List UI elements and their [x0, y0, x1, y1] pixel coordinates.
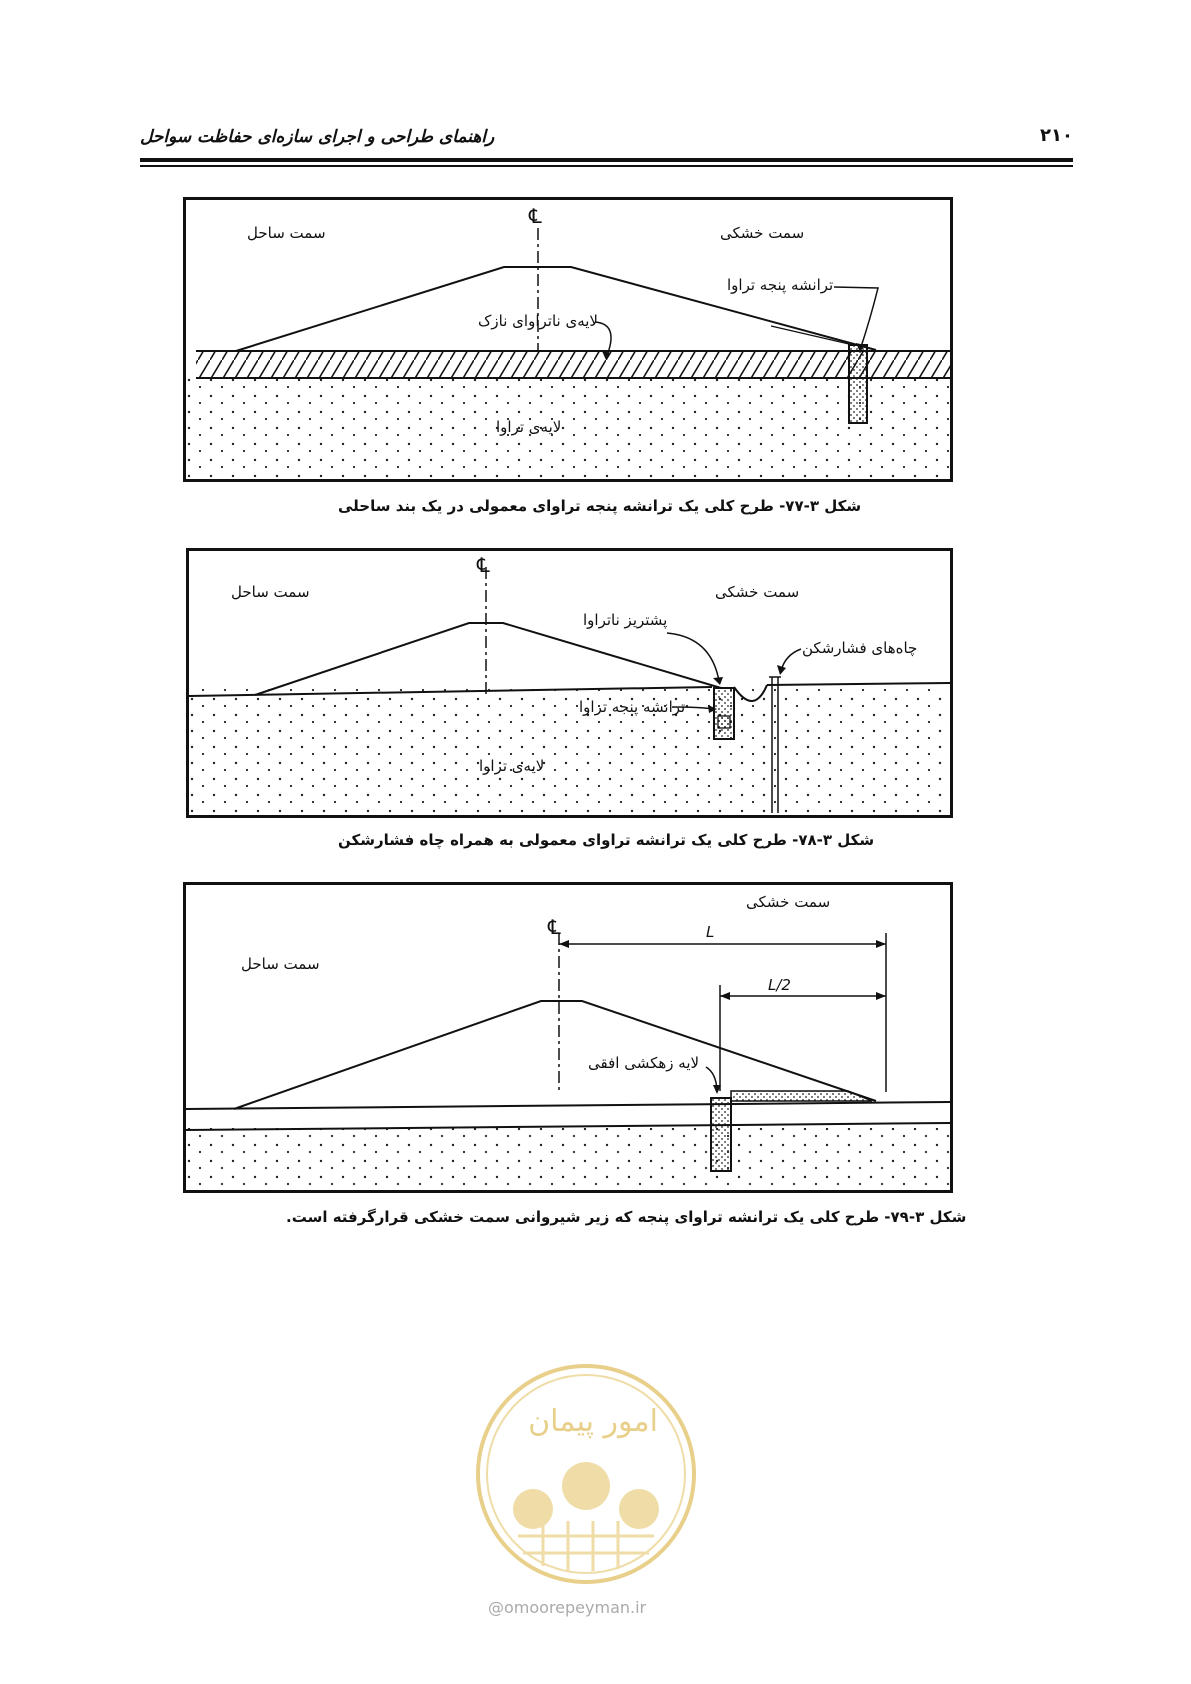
running-title: راهنمای طراحی و اجرای سازه‌ای حفاظت سواحل	[140, 127, 495, 147]
centerline-symbol: ℄	[477, 553, 490, 577]
caption-figure-79: شکل ۳-۷۹- طرح کلی یک ترانشه تراوای پنجه که زیر شیروانی سمت خشکی قرارگرفته است.	[286, 1208, 967, 1226]
figure-79-drawing	[186, 885, 950, 1190]
label-drain-layer: لایه زهکشی افقی	[588, 1054, 700, 1072]
label-land-side: سمت خشکی	[746, 893, 831, 911]
label-relief-wells: چاه‌های فشارشکن	[802, 639, 918, 657]
label-sea-side: سمت ساحل	[231, 583, 310, 601]
page-number: ۲۱۰	[1040, 125, 1073, 146]
caption-figure-78: شکل ۳-۷۸- طرح کلی یک ترانشه تراوای معمولی به همراه چاه فشارشکن	[338, 831, 875, 849]
label-toe-trench: ترانشه پنجه تراوا	[579, 698, 686, 716]
label-impervious-berm: پشتریز ناتراوا	[583, 611, 668, 629]
label-pervious-layer: لایه‌ی تراوا	[479, 757, 545, 775]
label-land-side: سمت خشکی	[715, 583, 800, 601]
label-land-side: سمت خشکی	[720, 224, 805, 242]
watermark-logo	[473, 1361, 699, 1587]
figure-78	[186, 548, 953, 818]
label-thin-impervious-layer: لایه‌ی ناتراوای نازک	[478, 312, 598, 330]
figure-79	[183, 882, 953, 1193]
label-sea-side: سمت ساحل	[247, 224, 326, 242]
centerline-symbol: ℄	[529, 204, 542, 228]
label-toe-trench: ترانشه پنجه تراوا	[727, 276, 834, 294]
caption-figure-77: شکل ۳-۷۷- طرح کلی یک ترانشه پنجه تراوای معمولی در یک بند ساحلی	[338, 497, 862, 515]
header-rule	[140, 158, 1073, 162]
dimension-half-L: L/2	[768, 976, 791, 994]
centerline-symbol: ℄	[548, 915, 561, 939]
figure-77	[183, 197, 953, 482]
watermark-logo-text: امور پیمان	[528, 1404, 658, 1439]
label-sea-side: سمت ساحل	[241, 955, 320, 973]
dimension-L: L	[706, 923, 715, 941]
watermark-site: @omoorepeyman.ir	[488, 1598, 647, 1617]
header-rule-thin	[140, 165, 1073, 167]
label-pervious-layer: لایه‌ی تراوا	[496, 418, 562, 436]
